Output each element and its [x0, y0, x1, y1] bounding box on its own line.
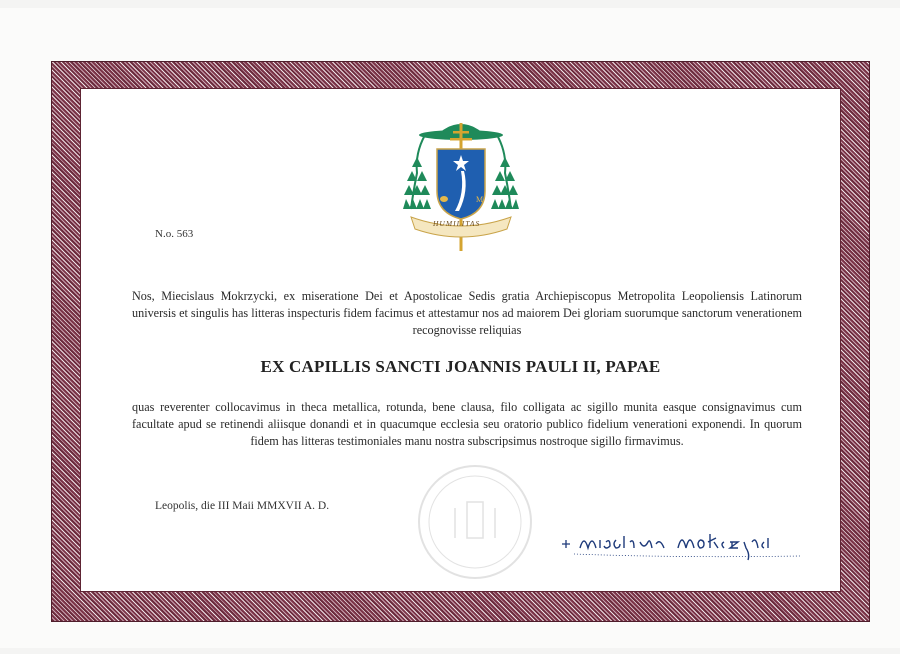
relic-heading: EX CAPILLIS SANCTI JOANNIS PAULI II, PAPAE [260, 357, 661, 376]
coat-of-arms [403, 113, 519, 253]
motto-ribbon-text: HUMILITAS [433, 219, 481, 228]
document-number: N.o. 563 [155, 228, 194, 240]
signature [560, 528, 810, 568]
place-date: Leopolis, die III Maii MMXVII A. D. [155, 500, 330, 512]
svg-text:M: M [476, 195, 484, 204]
embossed-seal [415, 462, 535, 582]
attestation-paragraph: Nos, Miecislaus Mokrzycki, ex miseratione Dei et Apostolicae Sedis gratia Archiepiscopus Metropolita Leopoliensis Latinorum universis et singulis has litteras inspecturis fidem facimus et attestamur nos ad maiorem Dei gloriam suorumque sanctorum venerationem recognovisse reliquias [132, 289, 802, 337]
closing-paragraph: quas reverenter collocavimus in theca metallica, rotunda, bene clausa, filo colligata ac sigillo munita easque consignavimus cum facultate apud se retinendi aliisque donandi et in quacumque ecclesia seu oratorio publico fidelium venerationi exponendi. In quorum fidem has litteras testimoniales manu nostra subscripsimus nostroque sigillo firmavimus. [132, 400, 802, 448]
